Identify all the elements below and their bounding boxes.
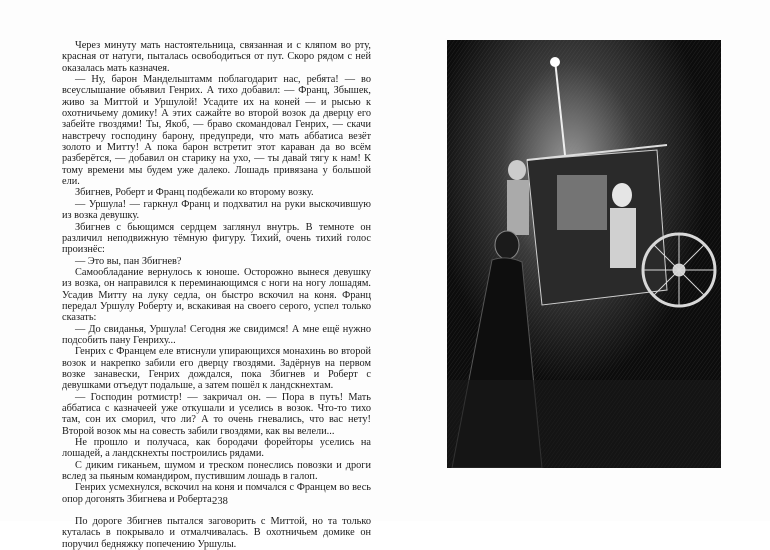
text-column bbox=[62, 40, 371, 550]
paragraph: Збигнев с бьющимся сердцем заглянул внутрь. В темноте он различил неподвижную тёмную фигуру. Тихий, очень тихий голос произнёс: bbox=[62, 221, 371, 256]
paragraph: По дороге Збигнев пытался заговорить с Миттой, но та только куталась в покрывало и отмалчивалась. В охотничьем домике он поручил бедняжку попечению Уршулы. bbox=[62, 516, 371, 550]
paragraph: Збигнев, Роберт и Франц подбежали ко второму возку. bbox=[75, 187, 314, 199]
paragraph: Через минуту мать настоятельница, связанная и с кляпом во рту, красная от натуги, пыталась освободиться от пут. Скоро рядом с ней оказалась мать казначея. bbox=[62, 40, 371, 74]
paragraph: Генрих усмехнулся, вскочил на коня и помчался с Францем во весь опор догонять Збигнева и Роберта. bbox=[62, 482, 371, 505]
paragraph: Не прошло и получаса, как бородачи форейторы уселись на лошадей, а ландскнехты построились рядами. bbox=[62, 437, 371, 460]
paragraph: — Ну, барон Мандельштамм поблагодарит нас, ребята! — во всеуслышание объявил Генрих. А тихо добавил: — Франц, Збышек, живо за Миттой и Уршулой! Усадите их на коней — и рысью к охотничьему домику! А этих сажайте во второй возок да дверцу его забейте гвоздями! Ты, Якоб, — браво скомандовал Генрих, — скачи навстречу господину барону, предупреди, что мать аббатиса везёт золото и Митту! А пока барон встретит этот караван да во всём разберётся, — добавил он старику на ухо, — ты давай тягу к нам! К тому времени мы будем уже далеко. Лошадь привязана у большой ели. bbox=[62, 74, 371, 188]
paragraph: — Господин ротмистр! — закричал он. — Пора в путь! Мать аббатиса с казначеей уже откушали и уселись в возок. Что-то тихо там, сон их сморил, что ли? А то очень гневались, что вас нету! Второй возок мы на совесть забили гвоздями, как вы велели... bbox=[62, 391, 371, 437]
engraving-illustration bbox=[447, 40, 721, 468]
paragraph: Самообладание вернулось к юноше. Осторожно вынеся девушку из возка, он направился к переминающимся с ноги на ногу лошадям. Усадив Митту на луку седла, он быстро вскочил на коня. Франц передал Уршулу Роберту и, вскакивая на своего серого, успел только сказать: bbox=[62, 266, 371, 324]
paragraph: С диким гиканьем, шумом и треском понеслись повозки и дроги вслед за пьяным командиром, пустившим лошадь в галоп. bbox=[62, 459, 371, 483]
paragraph: — До свиданья, Уршула! Сегодня же свидимся! А мне ещё нужно подсобить пану Генриху... bbox=[62, 323, 371, 346]
paragraph: Генрих с Францем еле втиснули упирающихся монахинь во второй возок и накрепко забили его дверцу гвоздями. Задёрнув на первом возке занавески, Генрих дождался, пока Збигнев и Роберт с девушками отъедут подальше, а затем пошёл к ландскнехтам. bbox=[62, 346, 371, 392]
wagon-wheel bbox=[643, 234, 715, 306]
paragraph: — Это вы, пан Збигнев? bbox=[75, 255, 182, 267]
paragraph: — Уршула! — гаркнул Франц и подхватил на руки выскочившую из возка девушку. bbox=[62, 198, 371, 222]
night-carriage-scene bbox=[447, 40, 721, 468]
page-number: 238 bbox=[212, 496, 228, 507]
